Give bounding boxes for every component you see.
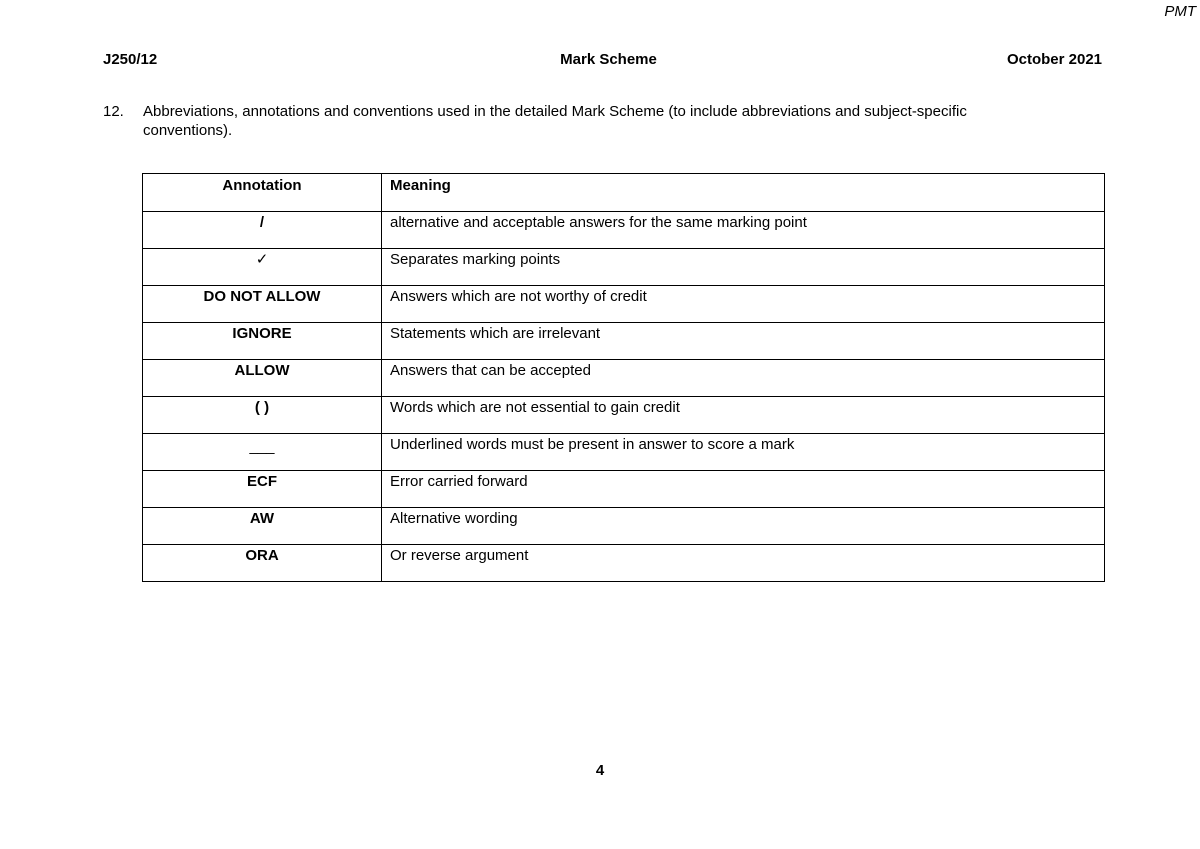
page-number: 4 xyxy=(595,762,605,779)
annotation-cell: ORA xyxy=(143,545,382,582)
table-row xyxy=(143,397,1105,434)
annotation-cell: AW xyxy=(143,508,382,545)
watermark: PMT xyxy=(1164,3,1196,20)
meaning-cell: alternative and acceptable answers for the same marking point xyxy=(382,212,1105,249)
meaning-cell: Or reverse argument xyxy=(382,545,1105,582)
header-meaning: Meaning xyxy=(382,174,1105,212)
annotation-cell: ALLOW xyxy=(143,360,382,397)
document-title: Mark Scheme xyxy=(560,51,657,68)
annotations-table xyxy=(142,173,1105,582)
table-header-row xyxy=(143,174,1105,212)
table-row xyxy=(143,249,1105,286)
table-row xyxy=(143,323,1105,360)
meaning-cell: Statements which are irrelevant xyxy=(382,323,1105,360)
meaning-cell: Words which are not essential to gain credit xyxy=(382,397,1105,434)
annotation-cell: IGNORE xyxy=(143,323,382,360)
annotation-cell: / xyxy=(143,212,382,249)
table-row xyxy=(143,508,1105,545)
document-date: October 2021 xyxy=(1006,51,1102,68)
table-row xyxy=(143,212,1105,249)
checkmark-icon: ✓ xyxy=(255,250,269,268)
meaning-cell: Answers that can be accepted xyxy=(382,360,1105,397)
annotation-cell: ( ) xyxy=(143,397,382,434)
header-annotation: Annotation xyxy=(143,174,382,212)
table-row xyxy=(143,434,1105,471)
document-code: J250/12 xyxy=(103,51,158,68)
section-number: 12. xyxy=(103,103,124,120)
table-row xyxy=(143,471,1105,508)
annotation-cell: DO NOT ALLOW xyxy=(143,286,382,323)
meaning-cell: Error carried forward xyxy=(382,471,1105,508)
table-row xyxy=(143,286,1105,323)
meaning-cell: Alternative wording xyxy=(382,508,1105,545)
annotation-cell: ECF xyxy=(143,471,382,508)
underline-symbol: ___ xyxy=(249,438,275,455)
table-row xyxy=(143,360,1105,397)
section-text: Abbreviations, annotations and conventions used in the detailed Mark Scheme (to include abbreviations and subject-specific conventions). xyxy=(143,103,967,139)
annotation-cell xyxy=(143,434,382,471)
table-row xyxy=(143,545,1105,582)
annotation-cell xyxy=(143,249,382,286)
meaning-cell: Separates marking points xyxy=(382,249,1105,286)
meaning-cell: Underlined words must be present in answer to score a mark xyxy=(382,434,1105,471)
meaning-cell: Answers which are not worthy of credit xyxy=(382,286,1105,323)
